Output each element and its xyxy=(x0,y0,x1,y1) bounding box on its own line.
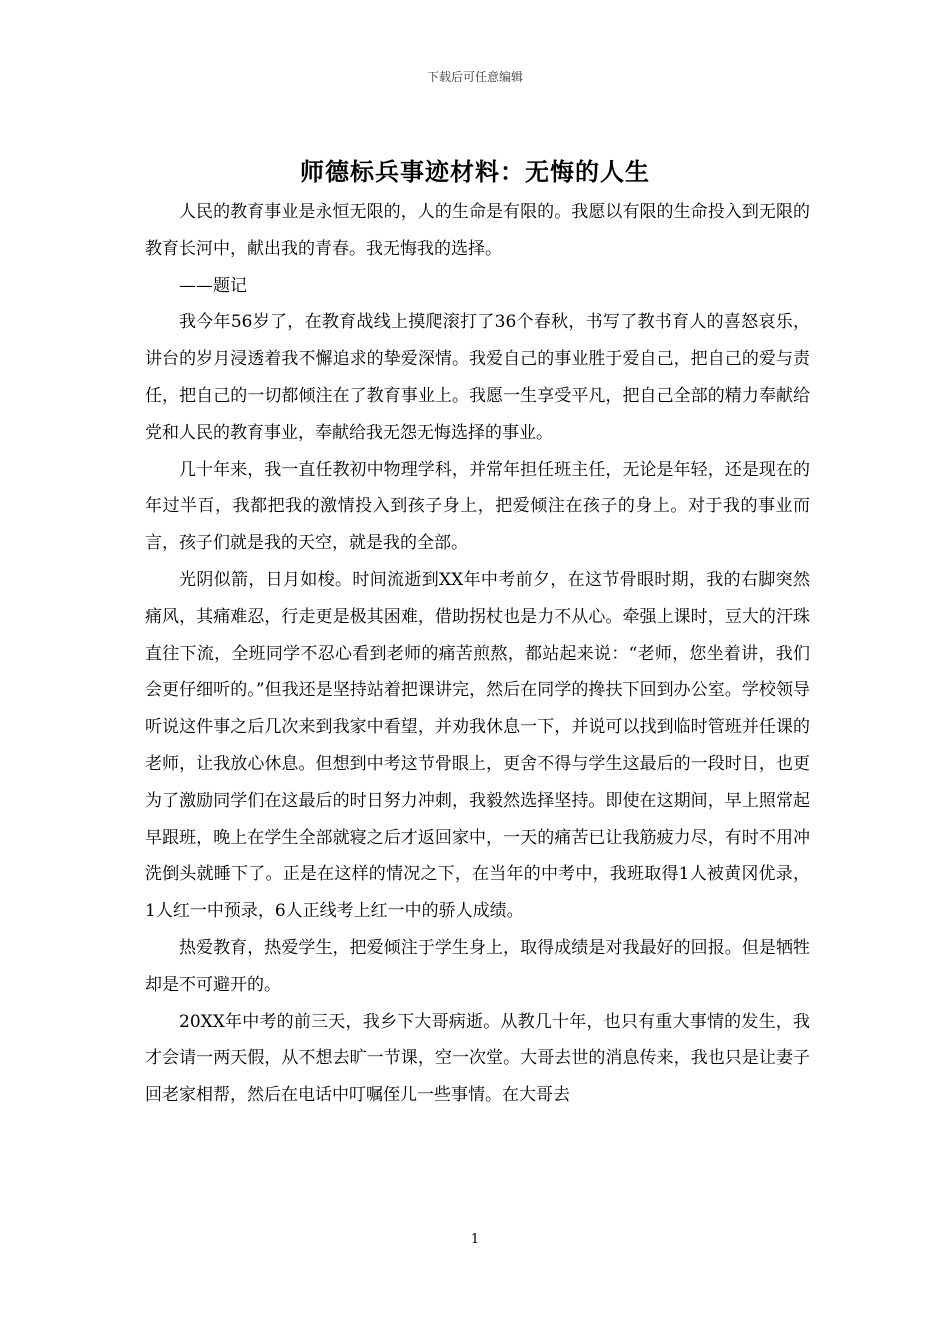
page-header: 下载后可任意编辑 xyxy=(426,70,523,84)
page-number: 1 xyxy=(470,1232,480,1247)
paragraph: 光阴似箭，日月如梭。时间流逝到XX年中考前夕，在这节骨眼时期，我的右脚突然痛风，其痛难忍，行走更是极其困难，借助拐杖也是力不从心。牵强上课时，豆大的汗珠直往下流，全班同学不忍心看到老师的痛苦煎熬，都站起来说：“老师，您坐着讲，我们会更仔细听的。”但我还是坚持站着把课讲完，然后在同学的搀扶下回到办公室。学校领导听说这件事之后几次来到我家中看望，并劝我休息一下，并说可以找到临时管班并任课的老师，让我放心休息。但想到中考这节骨眼上，更舍不得与学生这最后的一段时日，也更为了激励同学们在这最后的时日努力冲刺，我毅然选择坚持。即使在这期间，早上照常起早跟班，晚上在学生全部就寝之后才返回家中，一天的痛苦已让我筋疲力尽，有时不用冲洗倒头就睡下了。正是在这样的情况之下，在当年的中考中，我班取得1人被黄冈优录，1人红一中预录，6人正线考上红一中的骄人成绩。 xyxy=(145,569,810,922)
paragraph: 20XX年中考的前三天，我乡下大哥病逝。从教几十年，也只有重大事情的发生，我才会请一两天假，从不想去旷一节课，空一次堂。大哥去世的消息传来，我也只是让妻子回老家相帮，然后在电话中叮嘱侄儿一些事情。在大哥去 xyxy=(145,1011,810,1106)
document-body xyxy=(145,194,810,1114)
paragraph: 热爱教育，热爱学生，把爱倾注于学生身上，取得成绩是对我最好的回报。但是牺牲却是不可避开的。 xyxy=(145,937,810,995)
paragraph: 我今年56岁了，在教育战线上摸爬滚打了36个春秋，书写了教书育人的喜怒哀乐，讲台的岁月浸透着我不懈追求的挚爱深情。我爱自己的事业胜于爱自己，把自己的爱与责任，把自己的一切都倾注在了教育事业上。我愿一生享受平凡，把自己全部的精力奉献给党和人民的教育事业，奉献给我无怨无悔选择的事业。 xyxy=(145,312,810,443)
paragraph-epigraph-signature: ——题记 xyxy=(179,275,247,296)
document-title: 师德标兵事迹材料：无悔的人生 xyxy=(300,157,650,186)
paragraph-intro: 人民的教育事业是永恒无限的，人的生命是有限的。我愿以有限的生命投入到无限的教育长河中，献出我的青春。我无悔我的选择。 xyxy=(145,202,810,259)
paragraph: 几十年来，我一直任教初中物理学科，并常年担任班主任，无论是年轻，还是现在的年过半百，我都把我的激情投入到孩子身上，把爱倾注在孩子的身上。对于我的事业而言，孩子们就是我的天空，就是我的全部。 xyxy=(145,459,810,554)
